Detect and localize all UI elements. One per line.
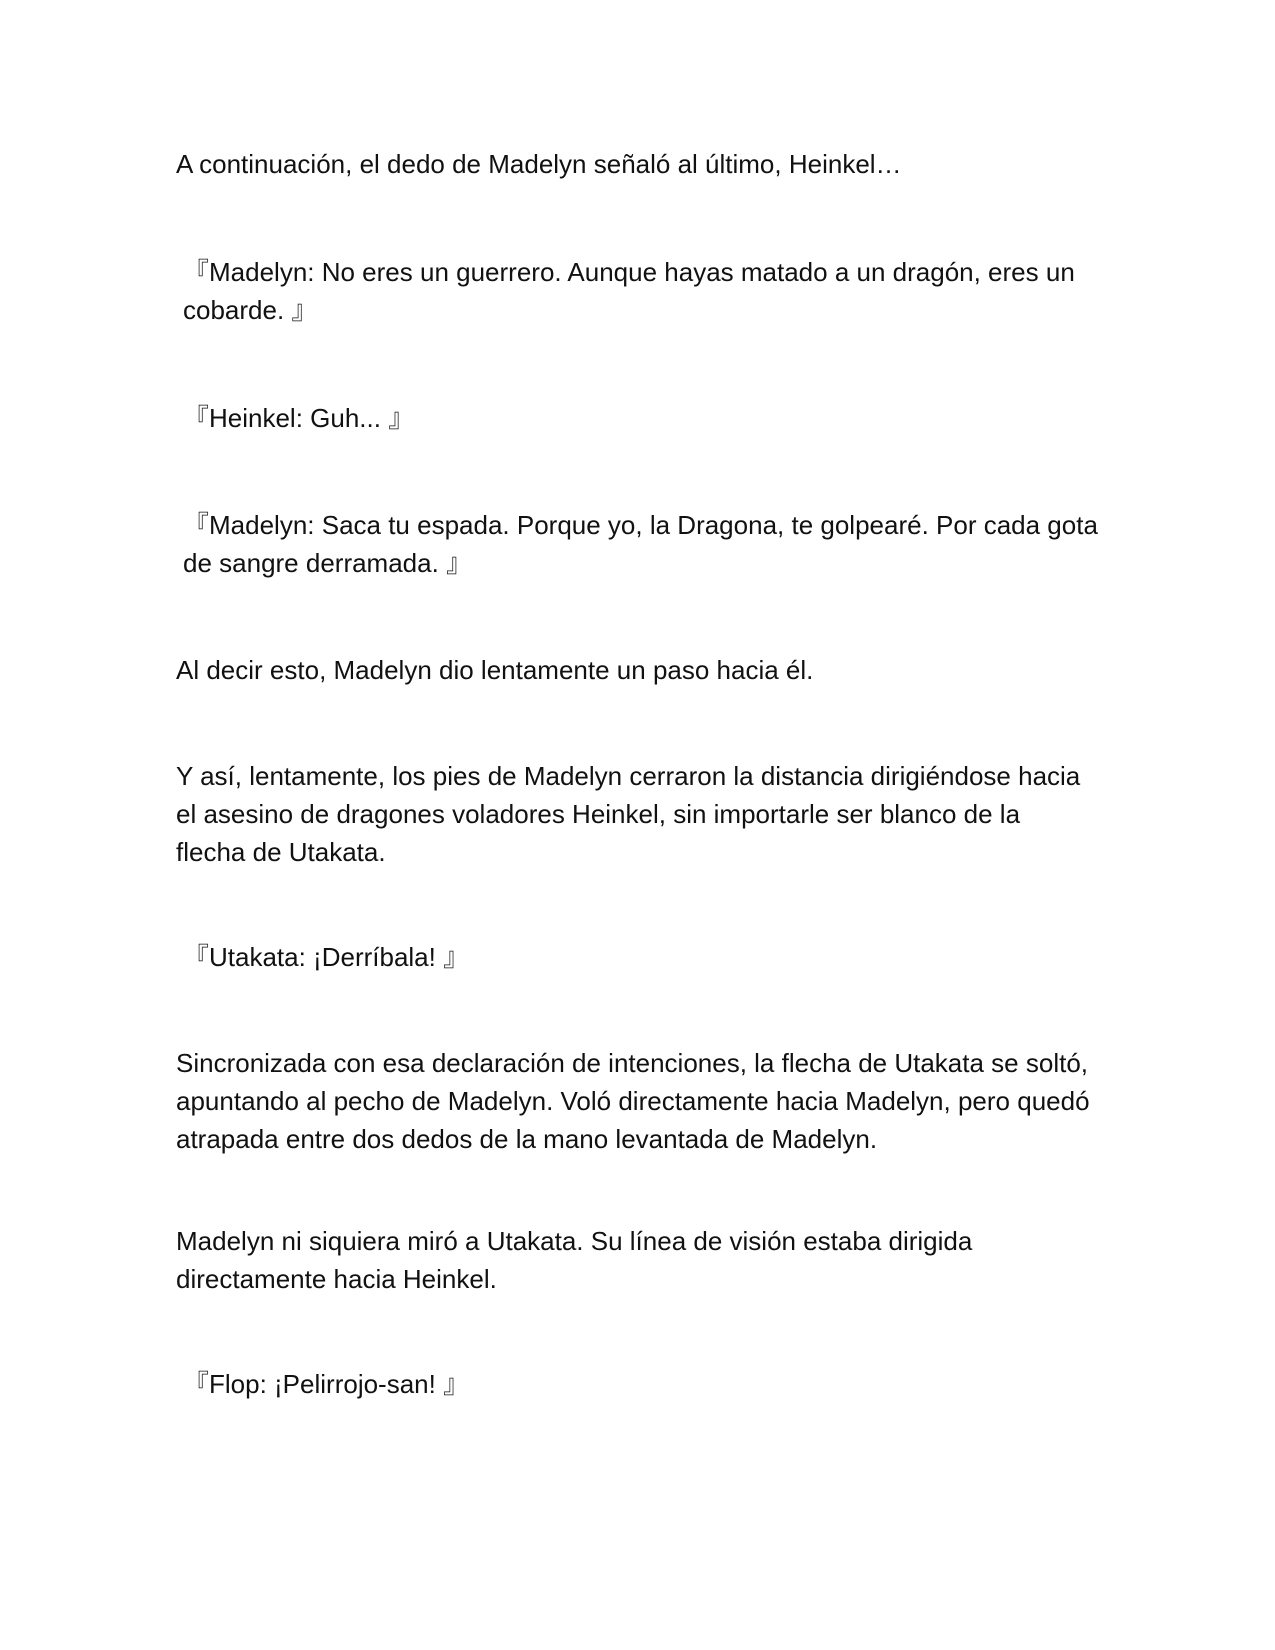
paragraph-narration: Y así, lentamente, los pies de Madelyn cerraron la distancia dirigiéndose hacia el asesino de dragones voladores Heinkel, sin importarle ser blanco de la flecha de Utakata. xyxy=(176,761,1081,867)
paragraph-narration: A continuación, el dedo de Madelyn señaló al último, Heinkel… xyxy=(176,149,902,179)
paragraph-dialog: 『Heinkel: Guh... 』 xyxy=(183,403,415,433)
paragraph-narration: Sincronizada con esa declaración de intenciones, la flecha de Utakata se soltó, apuntando al pecho de Madelyn. Voló directamente hacia Madelyn, pero quedó atrapada entre dos dedos de la mano levantada de Madelyn. xyxy=(176,1048,1090,1154)
paragraph-dialog: 『Flop: ¡Pelirrojo-san! 』 xyxy=(183,1369,470,1399)
paragraph-narration: Al decir esto, Madelyn dio lentamente un paso hacia él. xyxy=(176,655,814,685)
paragraph-dialog: 『Madelyn: Saca tu espada. Porque yo, la Dragona, te golpearé. Por cada gota de sangre derramada. 』 xyxy=(183,510,1098,578)
paragraph-narration: Madelyn ni siquiera miró a Utakata. Su línea de visión estaba dirigida directamente hacia Heinkel. xyxy=(176,1226,973,1294)
paragraph-dialog: 『Utakata: ¡Derríbala! 』 xyxy=(183,942,470,972)
paragraph-dialog: 『Madelyn: No eres un guerrero. Aunque hayas matado a un dragón, eres un cobarde. 』 xyxy=(183,257,1075,325)
